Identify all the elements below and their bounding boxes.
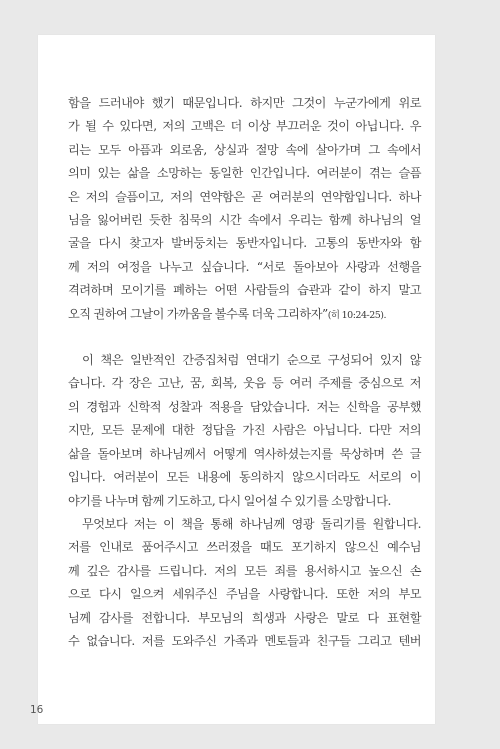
scripture-reference: (히 10:24-25). [327,309,387,321]
text-line: 무엇보다 저는 이 책을 통해 하나님께 영광 돌리기를 원합니다. [82,516,421,531]
text-line: 격려하며 모이기를 폐하는 어떤 사람들의 습관과 같이 하지 말고 [68,283,421,298]
text-line: 이 책은 일반적인 간증집처럼 연대기 순으로 구성되어 있지 않 [82,353,421,368]
text-line: 께 저의 여정을 나누고 싶습니다. “서로 돌아보아 사랑과 선행을 [68,259,421,274]
paragraph-gap [68,327,421,349]
text-line: 께 깊은 감사를 드립니다. 저의 모든 죄를 용서하시고 높으신 손 [68,563,421,578]
text-line: 으로 다시 일으켜 세워주신 주님을 사랑합니다. 또한 저의 부모 [68,587,421,602]
text-line: 저를 인내로 품어주시고 쓰러졌을 때도 포기하지 않으신 예수님 [68,540,421,555]
paragraph-2 [68,349,421,513]
text-line: 입니다. 여러분이 모든 내용에 동의하지 않으시더라도 서로의 이 [68,470,421,485]
text-line: 님을 잃어버린 듯한 침묵의 시간 속에서 우리는 함께 하나님의 얼 [68,213,421,228]
text-line-with-reference [68,303,421,327]
text-line: 습니다. 각 장은 고난, 꿈, 회복, 웃음 등 여러 주제를 중심으로 저 [68,376,421,391]
text-line: 가 될 수 있다면, 저의 고백은 더 이상 부끄러운 것이 아닙니다. 우 [68,119,421,134]
text-line: 지만, 모든 문제에 대한 정답을 가진 사람은 아닙니다. 다만 저의 [68,423,421,438]
text-line: 의미 있는 삶을 소망하는 동일한 인간입니다. 여러분이 겪는 슬픔 [68,166,421,181]
body-text [68,92,421,653]
quote-text: 오직 권하여 그날이 가까움을 볼수록 더욱 그리하자” [68,306,328,321]
book-page [38,35,435,724]
text-line: 은 저의 슬픔이고, 저의 연약함은 곧 여러분의 연약함입니다. 하나 [68,189,421,204]
text-line: 굴을 다시 찾고자 발버둥치는 동반자입니다. 고통의 동반자와 함 [68,236,421,251]
text-line: 수 없습니다. 저를 도와주신 가족과 멘토들과 친구들 그리고 텐버 [68,633,421,648]
text-line: 야기를 나누며 함께 기도하고, 다시 일어설 수 있기를 소망합니다. [68,493,391,508]
text-line: 함을 드러내야 했기 때문입니다. 하지만 그것이 누군가에게 위로 [68,96,421,110]
paragraph-3 [68,513,421,653]
text-line: 님께 감사를 전합니다. 부모님의 희생과 사랑은 말로 다 표현할 [68,610,421,625]
text-line: 삶을 돌아보며 하나님께서 어떻게 역사하셨는지를 묵상하며 쓴 글 [68,446,421,461]
paragraph-1 [68,92,421,327]
text-line: 의 경험과 신학적 성찰과 적용을 담았습니다. 저는 신학을 공부했 [68,399,421,414]
text-line: 리는 모두 아픔과 외로움, 상실과 절망 속에 살아가며 그 속에서 [68,142,421,157]
page-number: 16 [30,704,44,716]
